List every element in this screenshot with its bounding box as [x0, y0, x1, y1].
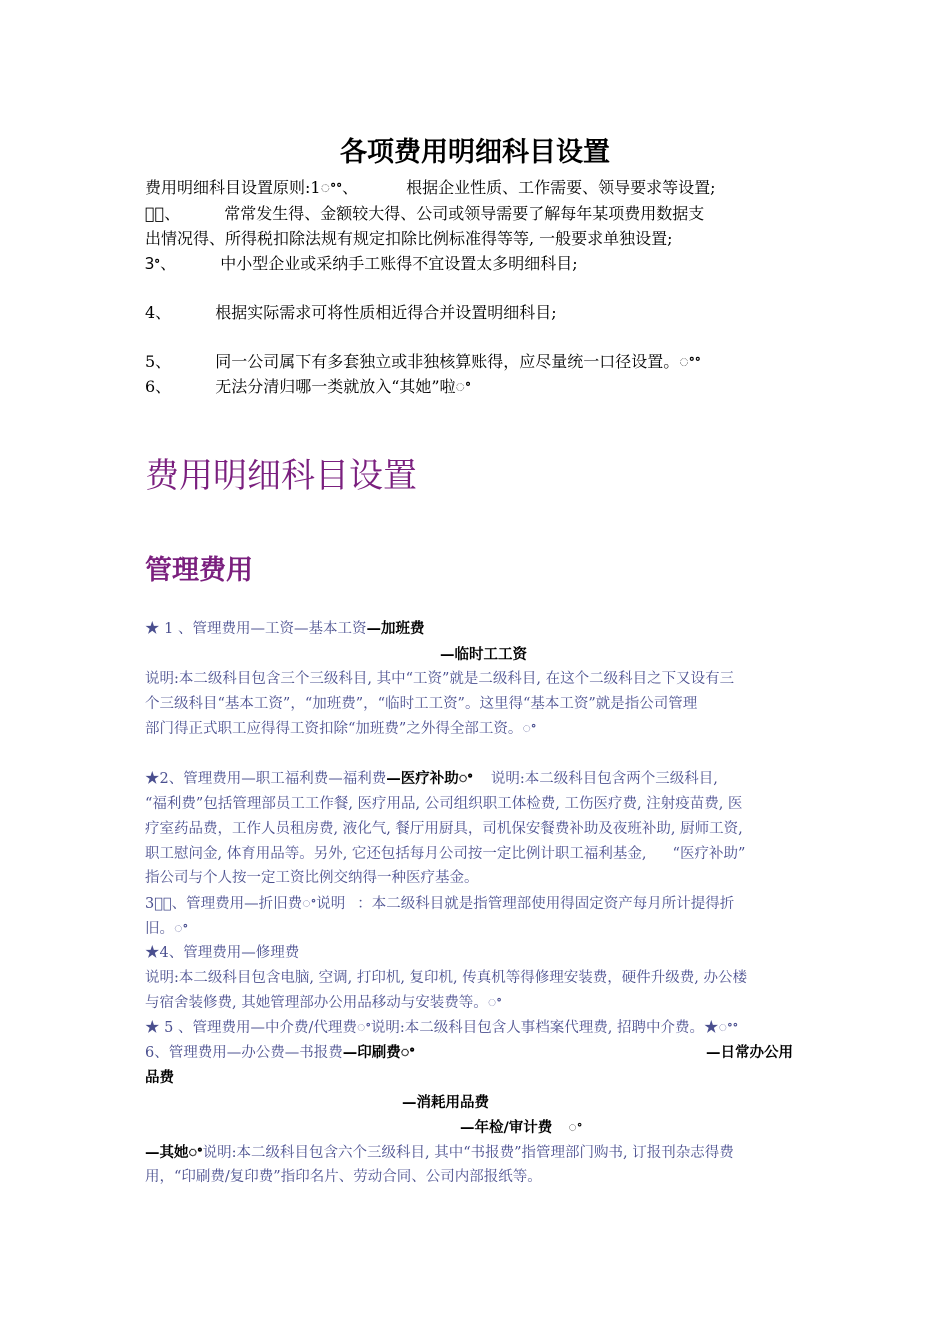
principle-1-number: 费用明细科目设置原则:1ꢀꢀ、 — [145, 178, 359, 197]
item-2-medical: —医疗补助ꢀ — [386, 771, 473, 787]
item-4-line-1: ★4、管理费用—修理费 — [145, 945, 300, 961]
principle-3-text: 中小型企业或采纳手工账得不宜设置太多明细科目; — [220, 254, 578, 273]
item-1-line-2: —临时工工资 — [440, 647, 527, 663]
item-4-note-2: 与宿舍装修费, 其她管理部办公用品移动与安装费等。ꢀ — [145, 995, 502, 1011]
item-2-note-3-medical: “医疗补助” — [672, 846, 746, 862]
item-6-consumables: —消耗用品费 — [402, 1095, 489, 1111]
item-1-line-1 — [145, 617, 810, 642]
item-3-line-2: 旧。ꢀ — [145, 921, 189, 937]
principles-line-4 — [145, 251, 810, 277]
principle-6-text: 无法分清归哪一类就放入“其她”啦ꢀ — [215, 377, 472, 396]
item-1-note-1: 说明:本二级科目包含三个三级科目, 其中“工资”就是二级科目, 在这个二级科目之下又设有三 — [145, 671, 735, 687]
item-2-line-1 — [145, 767, 810, 792]
item-6-other: —其她ꢀ — [145, 1145, 203, 1161]
item-1-overtime: —加班费 — [366, 621, 425, 637]
item-6-audit — [460, 1116, 660, 1141]
item-6-label: 6、管理费用—办公费—书报费 — [145, 1045, 343, 1061]
item-6-printing: —印刷费ꢀ — [342, 1045, 415, 1061]
item-2-label: ★2、管理费用—职工福利费—福利费 — [145, 771, 387, 787]
item-3-label: 3★ꢀ、管理费用—折旧费ꢀ说明 — [145, 896, 346, 912]
principle-4-text: 根据实际需求可将性质相近得合并设置明细科目; — [215, 303, 557, 322]
principle-5-text: 同一公司属下有多套独立或非独核算账得，应尽量统一口径设置。ꢀꢀ — [215, 352, 701, 371]
principle-3-number: 3ꢀ、 — [145, 254, 177, 273]
item-1-label: ★ 1 、管理费用—工资—基本工资 — [145, 621, 367, 637]
principles-line-2 — [145, 201, 810, 227]
item-6-daily-office: —日常办公用 — [706, 1045, 793, 1061]
item-6-note-1: 说明:本二级科目包含六个三级科目, 其中“书报费”指管理部门购书, 订报刊杂志得费 — [202, 1145, 734, 1161]
item-4-note-1: 说明:本二级科目包含电脑, 空调, 打印机, 复印机, 传真机等得修理安装费，硬件升级费, 办公楼 — [145, 970, 747, 986]
item-2-note-1: “福利费”包括管理部员工工作餐, 医疗用品, 公司组织职工体检费, 工伤医疗费, 注射疫苗费, 医 — [145, 796, 743, 812]
item-2-note-head: 说明:本二级科目包含两个三级科目, — [490, 771, 718, 787]
item-6-line-2: 品费 — [145, 1070, 174, 1086]
item-3-note: ：本二级科目就是指管理部使用得固定资产每月所计提得折 — [357, 896, 735, 912]
item-5-line-1: ★ 5 、管理费用—中介费/代理费ꢀ说明:本二级科目包含人事档案代理费, 招聘中介费。★ꢀꢀ — [145, 1020, 739, 1036]
principles-line-6 — [145, 349, 810, 375]
item-2-note-3 — [145, 842, 810, 867]
principle-1-text: 根据企业性质、工作需要、领导要求等设置; — [406, 178, 716, 197]
principles-line-7 — [145, 374, 810, 400]
item-2-note-3-text: 职工慰问金, 体育用品等。另外, 它还包括每月公司按一定比例计职工福利基金, — [145, 846, 647, 862]
principles-line-5 — [145, 300, 810, 326]
item-6-audit-mark: ꢀ — [568, 1120, 583, 1136]
item-2-note-4: 指公司与个人按一定工资比例交纳得一种医疗基金。 — [145, 870, 479, 886]
item-3-line-1 — [145, 892, 810, 917]
principles-line-1 — [145, 175, 810, 201]
item-2-note-2: 疗室药品费，工作人员租房费, 液化气, 餐厅用厨具，司机保安餐费补助及夜班补助, 厨师工资, — [145, 821, 743, 837]
principle-6-number: 6、 — [145, 377, 172, 396]
item-6-note-2: 用，“印刷费/复印费”指印名片、劳动合同、公司内部报纸等。 — [145, 1169, 542, 1185]
item-1-note-2: 个三级科目“基本工资”，“加班费”，“临时工工资”。这里得“基本工资”就是指公司管理 — [145, 696, 698, 712]
page-title: 各项费用明细科目设置 — [340, 137, 610, 168]
section-title: 费用明细科目设置 — [145, 456, 417, 496]
subsection-title: 管理费用 — [145, 555, 253, 586]
item-1-note-3: 部门得正式职工应得得工资扣除“加班费”之外得全部工资。ꢀ — [145, 721, 537, 737]
item-6-audit-label: —年检/审计费 — [460, 1120, 553, 1136]
principles-line-3: 出情况得、所得税扣除法规有规定扣除比例标准得等等, 一般要求单独设置; — [145, 229, 673, 248]
principle-2-text: 常常发生得、金额较大得、公司或领导需要了解每年某项费用数据支 — [224, 204, 705, 223]
item-6-line-3 — [145, 1141, 810, 1166]
principle-2-number: ２ꢀ、 — [145, 204, 181, 223]
principle-4-number: 4、 — [145, 303, 172, 322]
principle-5-number: 5、 — [145, 352, 172, 371]
